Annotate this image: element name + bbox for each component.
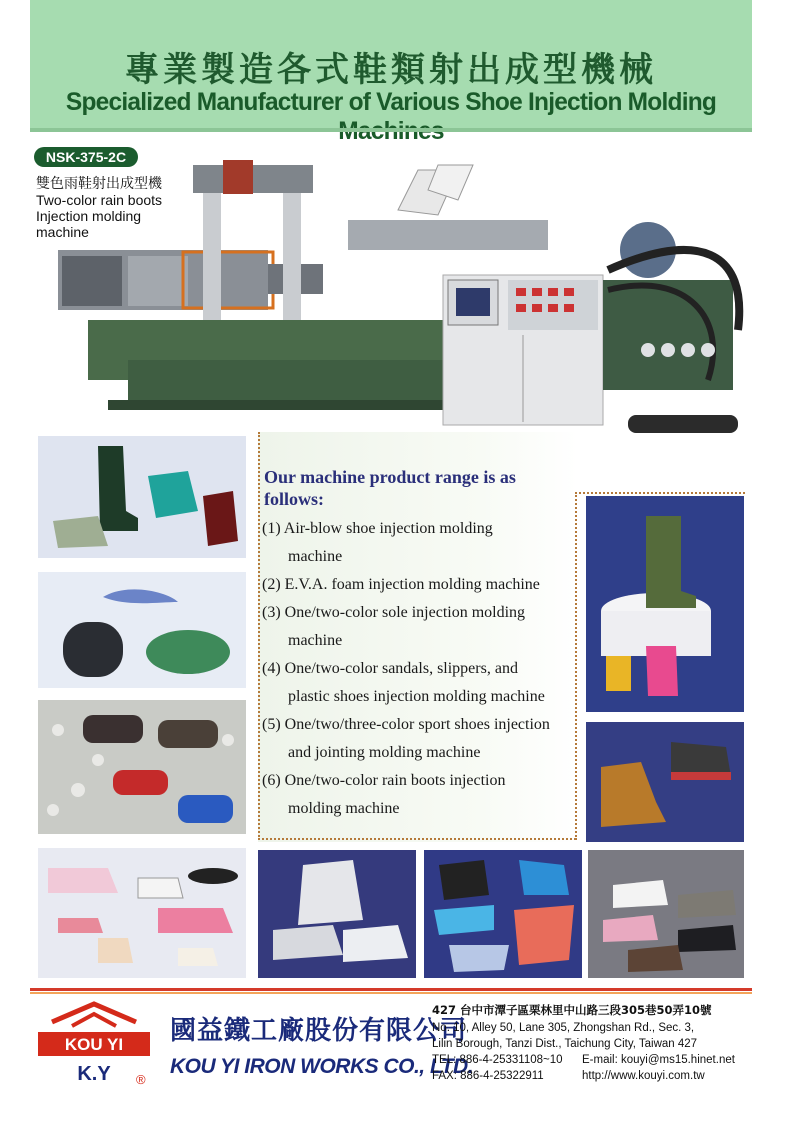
product-range-item: (1) Air-blow shoe injection molding — [262, 520, 493, 537]
product-range-item: (2) E.V.A. foam injection molding machine — [262, 576, 540, 593]
product-range-item: (6) One/two-color rain boots injection — [262, 772, 506, 789]
sneakers-photo — [588, 850, 744, 978]
fax: FAX: 886-4-25322911 — [432, 1070, 544, 1082]
product-range-item: (3) One/two-color sole injection molding — [262, 604, 526, 621]
rain-boots-photo — [38, 436, 246, 558]
company-name-chinese: 國益鐵工廠股份有限公司 — [170, 1016, 468, 1046]
eva-slippers-photo — [38, 700, 246, 834]
model-code-badge: NSK-375-2C — [34, 147, 138, 167]
panel-border — [575, 492, 745, 494]
registered-mark: ® — [136, 1072, 146, 1087]
sport-shoes-photo — [258, 850, 416, 978]
footer-divider — [30, 988, 752, 991]
product-range-item-cont: machine — [288, 632, 343, 649]
panel-border — [258, 838, 576, 840]
address-chinese: 427 台中市潭子區栗林里中山路三段305巷50弄10號 — [432, 1003, 712, 1017]
page-title-english: Specialized Manufacturer of Various Shoe Injection Molding — [65, 88, 717, 116]
product-range-item-cont: and jointing molding machine — [288, 744, 481, 761]
page-title-chinese: 專業製造各式鞋類射出成型機械 — [125, 50, 657, 90]
model-name-chinese: 雙色雨鞋射出成型機 — [36, 176, 162, 192]
product-range-item-cont: molding machine — [288, 800, 400, 817]
product-range-item-cont: plastic shoes injection molding machine — [288, 688, 545, 705]
work-boots-photo — [586, 722, 744, 842]
svg-text:K.Y: K.Y — [77, 1063, 111, 1085]
address-english-line1: No. 10, Alley 50, Lane 305, Zhongshan Rd., Sec. 3, — [432, 1022, 695, 1034]
tall-boot-photo — [586, 496, 744, 712]
injection-machine-image — [48, 160, 748, 445]
model-name-english: Two-color rain boots Injection molding machine — [36, 192, 163, 240]
header-divider — [30, 128, 752, 132]
svg-text:KOU YI: KOU YI — [64, 1035, 124, 1054]
company-name-english: KOU YI IRON WORKS CO., LTD. — [170, 1055, 474, 1078]
product-range-item-cont: machine — [288, 548, 343, 565]
product-range-title: Our machine product range is as follows: — [264, 467, 516, 509]
footer-divider — [30, 992, 752, 994]
flip-flops-photo — [424, 850, 582, 978]
canvas-shoes-photo — [38, 848, 246, 978]
email-link[interactable]: E-mail: kouyi@ms15.hinet.net — [582, 1054, 735, 1066]
website-link[interactable]: http://www.kouyi.com.tw — [582, 1070, 705, 1082]
product-range-item: (4) One/two-color sandals, slippers, and — [262, 660, 518, 677]
sandals-slippers-photo — [38, 572, 246, 688]
address-english-line2: Lilin Borough, Tanzi Dist., Taichung City, Taiwan 427 — [432, 1038, 698, 1050]
product-range-item: (5) One/two/three-color sport shoes injection — [262, 716, 550, 733]
telephone: TEL: 886-4-25331108~10 — [432, 1054, 563, 1066]
